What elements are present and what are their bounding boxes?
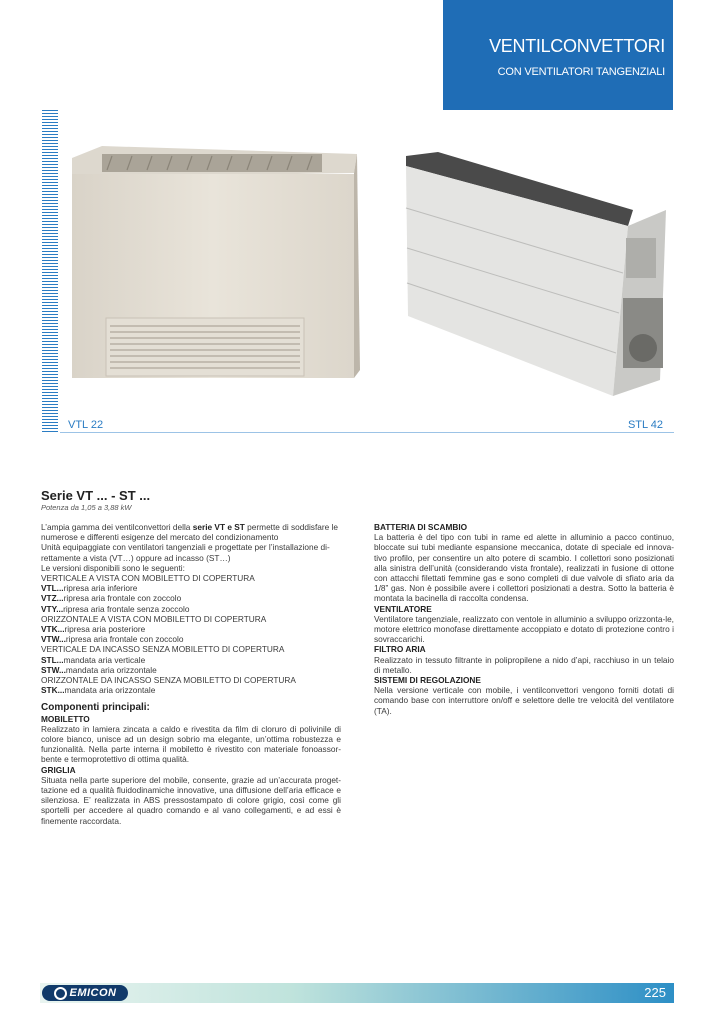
emicon-logo bbox=[42, 985, 128, 1001]
version-item bbox=[41, 665, 341, 675]
ventilatore-text: Ventilatore tangenziale, realizzato con ventole in alluminio a sviluppo orizzonta-le, motore elettrico monofase direttamente accoppiato e dotato di protezione contro i sovraccarichi. bbox=[374, 613, 674, 645]
sistemi-heading: SISTEMI DI REGOLAZIONE bbox=[374, 675, 481, 686]
version-code: STW... bbox=[41, 664, 66, 675]
logo-text: EMICON bbox=[69, 987, 117, 999]
caption-vtl22: VTL 22 bbox=[68, 419, 104, 431]
stl42-product-image bbox=[398, 148, 670, 398]
batteria-text: La batteria è del tipo con tubi in rame ed alette in alluminio a pacco continuo, bloccate sui tubi mediante espansione meccanica, dotate di speciale ed innova-tivo profilo, per consentire un alto potere di scambio. I collettori sono posizionati alla sinistra dell’unità (considerando vista frontale), realizzati in fusione di ottone con attacchi filettati femmine gas e sono completi di due valvole di sfiato aria da 1/8” gas. Non è possibile avere i collettori posizionati a destra. Sotto la batteria è montata la bacinella di raccolta condensa. bbox=[374, 532, 674, 604]
version-desc: mandata aria verticale bbox=[63, 654, 146, 665]
intro-text-c: permette di soddisfare le numerose e differenti esigenze del mercato del condizionamento bbox=[41, 522, 339, 543]
left-column bbox=[41, 522, 341, 826]
version-item bbox=[41, 655, 341, 665]
group-heading: ORIZZONTALE DA INCASSO SENZA MOBILETTO DI COPERTURA bbox=[41, 675, 296, 686]
section-subtitle: Potenza da 1,05 a 3,88 kW bbox=[41, 503, 132, 512]
version-desc: mandata aria orizzontale bbox=[65, 664, 157, 675]
version-code: STL... bbox=[41, 654, 64, 665]
group-heading: VERTICALE A VISTA CON MOBILETTO DI COPERTURA bbox=[41, 573, 255, 584]
page-number: 225 bbox=[644, 985, 666, 1000]
version-desc: ripresa aria inferiore bbox=[63, 583, 138, 594]
version-code: VTK... bbox=[41, 624, 65, 635]
intro-paragraph-2: Unità equipaggiate con ventilatori tangenziali e progettate per l’installazione di-rettamente a vista (VT…) oppure ad incasso (ST…) bbox=[41, 542, 330, 563]
batteria-heading: BATTERIA DI SCAMBIO bbox=[374, 522, 468, 532]
version-desc: mandata aria orizzontale bbox=[64, 685, 156, 696]
mobiletto-text: Realizzato in lamiera zincata a caldo e rivestita da film di cloruro di polivinile di colore bianco, unisce ad un design sobrio ma elegante, un’ottima robustezza e funzionalità. Nella parte interna il mobiletto è rivestito con materiale fonoassor-bente e termoprotettivo di ottima qualità. bbox=[41, 723, 341, 765]
version-code: VTL... bbox=[41, 583, 64, 594]
section-title: Serie VT ... - ST ... bbox=[41, 488, 151, 503]
components-title: Componenti principali: bbox=[41, 702, 150, 714]
version-code: VTZ... bbox=[41, 593, 64, 604]
version-code: VTY... bbox=[41, 603, 64, 614]
caption-stl42: STL 42 bbox=[627, 419, 663, 431]
ventilatore-heading: VENTILATORE bbox=[374, 603, 432, 614]
intro-series-name: serie VT e ST bbox=[192, 522, 245, 532]
version-desc: ripresa aria frontale con zoccolo bbox=[63, 593, 182, 604]
mobiletto-heading: MOBILETTO bbox=[41, 713, 90, 724]
griglia-text: Situata nella parte superiore del mobile, consente, grazie ad un’accurata proget-tazione ed a qualità fluidodinamiche innovative, una diffusione dell’aria efficace e silenziosa. E’ realizzata in ABS pressostampato di colore grigio, così come gli sportelli per accedere al quadro comando e al vano collegamenti, e ad essi è finemente raccordata. bbox=[41, 774, 341, 826]
decorative-stripes bbox=[42, 110, 58, 434]
version-desc: ripresa aria frontale con zoccolo bbox=[65, 634, 184, 645]
version-code: VTW... bbox=[41, 634, 66, 645]
right-column bbox=[374, 522, 674, 716]
logo-ring-icon bbox=[54, 987, 67, 1000]
footer-bar bbox=[40, 983, 674, 1003]
version-item bbox=[41, 624, 341, 634]
page-title: VENTILCONVETTORI bbox=[489, 36, 665, 56]
caption-divider bbox=[60, 432, 674, 433]
version-desc: ripresa aria frontale senza zoccolo bbox=[63, 603, 190, 614]
griglia-heading: GRIGLIA bbox=[41, 764, 76, 775]
version-code: STK... bbox=[41, 685, 65, 696]
intro-text-a: L’ampia gamma dei ventilconvettori della bbox=[41, 522, 193, 532]
filtro-text: Realizzato in tessuto filtrante in polipropilene a nido d’api, racchiuso in un telaio di metallo. bbox=[374, 654, 674, 675]
sistemi-text: Nella versione verticale con mobile, i ventilconvettori vengono forniti dotati di comando base con interruttore on/off e selettore delle tre velocità del ventilatore (TA). bbox=[374, 685, 674, 716]
version-item bbox=[41, 634, 341, 644]
group-heading: VERTICALE DA INCASSO SENZA MOBILETTO DI COPERTURA bbox=[41, 644, 285, 655]
intro-paragraph-3: Le versioni disponibili sono le seguenti: bbox=[41, 562, 185, 573]
version-item bbox=[41, 593, 341, 603]
version-item bbox=[41, 685, 341, 695]
vtl22-product-image bbox=[62, 140, 362, 385]
page-subtitle: CON VENTILATORI TANGENZIALI bbox=[497, 66, 665, 78]
group-heading: ORIZZONTALE A VISTA CON MOBILETTO DI COPERTURA bbox=[41, 613, 267, 624]
intro-paragraph bbox=[41, 522, 341, 542]
version-item bbox=[41, 583, 341, 593]
version-item bbox=[41, 604, 341, 614]
header-banner bbox=[443, 0, 673, 110]
version-desc: ripresa aria posteriore bbox=[64, 624, 146, 635]
filtro-heading: FILTRO ARIA bbox=[374, 644, 426, 655]
